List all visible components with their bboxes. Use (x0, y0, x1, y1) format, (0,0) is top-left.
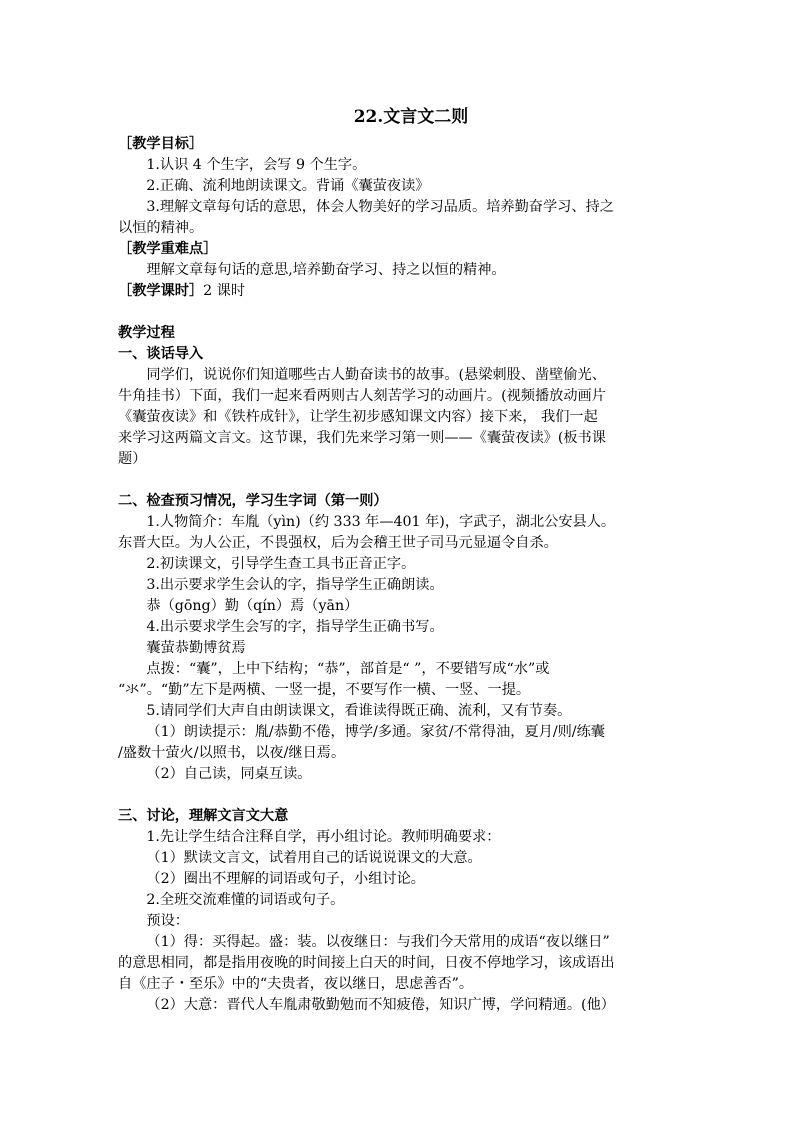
section2-line-8: 点拨：“囊”，上中下结构；“恭”，部首是“ ”，不要错写成“水”或 (146, 661, 550, 677)
section3-line-4: 2.全班交流难懂的词语或句子。 (146, 892, 345, 908)
section1-line-5: 题） (118, 451, 147, 467)
hours-header: ［教学课时］ (118, 283, 204, 299)
goals-header: ［教学目标］ (118, 136, 204, 152)
section1-line-2: 牛角挂书）下面，我们一起来看两则古人刻苦学习的动画片。(视频播放动画片 (118, 388, 606, 404)
section2-line-5: 恭（gōng）勤（qín）焉（yān） (146, 598, 359, 614)
section1-line-3: 《囊萤夜读》和《铁杵成针》，让学生初步感知课文内容）接下来， 我们一起 (118, 409, 598, 425)
goal-item-3: 3.理解文章每句话的意思，体会人物美好的学习品质。培养勤奋学习、持之 (146, 199, 614, 215)
section1-header: 一、谈话导入 (118, 346, 204, 362)
key-points-header: ［教学重难点］ (118, 241, 218, 257)
goal-item-1: 1.认识 4 个生字，会写 9 个生字。 (146, 157, 367, 173)
section2-line-6: 4.出示要求学生会写的字，指导学生正确书写。 (146, 619, 444, 635)
section3-line-8: 自《庄子・至乐》中的“夫贵者，夜以继日，思虑善否”。 (118, 976, 474, 992)
section2-line-9: “氺”。“勤”左下是两横、一竖一提，不要写作一横、一竖、一提。 (118, 682, 531, 698)
section3-line-2: （1）默读文言文，试着用自己的话说说课文的大意。 (146, 850, 482, 866)
section3-line-5: 预设： (146, 913, 189, 929)
key-points-text: 理解文章每句话的意思,培养勤奋学习、持之以恒的精神。 (146, 262, 506, 278)
section2-line-7: 囊萤恭勤博贫焉 (146, 640, 246, 656)
page-title: 22.文言文二则 (353, 107, 469, 127)
hours-line (118, 281, 674, 302)
section2-line-12: /盛数十萤火/以照书，以夜/继日焉。 (118, 745, 346, 761)
document-page (118, 100, 674, 1016)
section3-line-9: （2）大意：晋代人车胤肃敬勤勉而不知疲倦，知识广博，学问精通。(他） (146, 997, 615, 1013)
section2-line-1: 1.人物简介：车胤（yìn)（约 333 年—401 年)，字武子，湖北公安县人。 (146, 514, 616, 530)
section2-line-10: 5.请同学们大声自由朗读课文，看谁读得既正确、流利，又有节奏。 (146, 703, 572, 719)
section2-line-2: 东晋大臣。为人公正，不畏强权，后为会稽王世子司马元显逼令自杀。 (118, 535, 558, 551)
section2-line-3: 2.初读课文，引导学生查工具书正音正字。 (146, 556, 416, 572)
goal-item-2: 2.正确、流利地朗读课文。背诵《囊萤夜读》 (146, 178, 430, 194)
section2-line-13: （2）自己读，同桌互读。 (146, 766, 312, 782)
section2-line-11: （1）朗读提示：胤/恭勤不倦，博学/多通。家贫/不常得油，夏月/则/练囊 (146, 724, 605, 740)
section3-line-1: 1.先让学生结合注释自学，再小组讨论。教师明确要求： (146, 829, 501, 845)
section1-line-4: 来学习这两篇文言文。这节课，我们先来学习第一则——《囊萤夜读》(板书课 (118, 430, 606, 446)
section1-line-1: 同学们，说说你们知道哪些古人勤奋读书的故事。(悬梁刺股、凿壁偷光、 (146, 367, 606, 383)
hours-value: 2 课时 (203, 283, 246, 299)
section3-line-3: （2）圈出不理解的词语或句子，小组讨论。 (146, 871, 425, 887)
section3-line-7: 的意思相同，都是指用夜晚的时间接上白天的时间，日夜不停地学习，该成语出 (118, 955, 615, 971)
goal-item-3-cont: 以恒的精神。 (118, 220, 204, 236)
process-header: 教学过程 (118, 325, 175, 341)
section3-line-6: （1）得：买得起。盛：装。以夜继日：与我们今天常用的成语“夜以继日” (146, 934, 610, 950)
section3-header: 三、讨论，理解文言文大意 (118, 808, 289, 824)
section2-header: 二、检查预习情况，学习生字词（第一则） (118, 493, 388, 509)
section2-line-4: 3.出示要求学生会认的字，指导学生正确朗读。 (146, 577, 444, 593)
